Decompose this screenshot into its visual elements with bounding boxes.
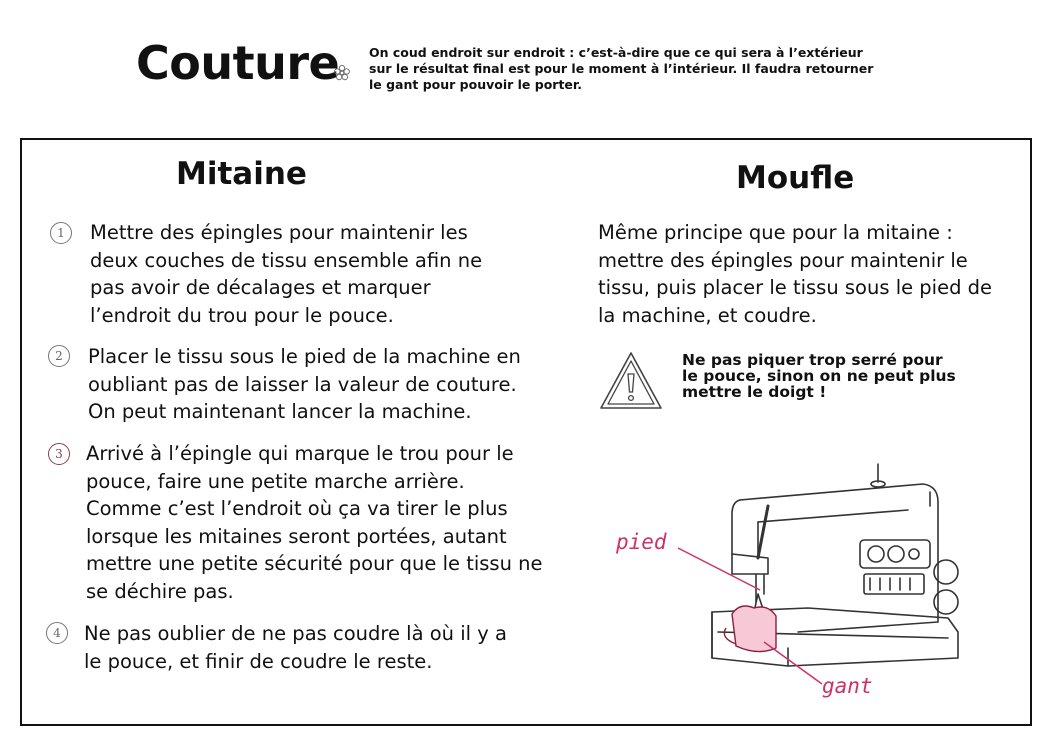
step-line: lorsque les mitaines seront portées, autant	[86, 524, 507, 548]
step-line: se déchire pas.	[86, 579, 234, 603]
step-line: Arrivé à l’épingle qui marque le trou pour le	[86, 442, 514, 465]
moufle-line: Même principe que pour la mitaine :	[598, 221, 953, 244]
step-line: Ne pas oublier de ne pas coudre là où il y a	[84, 622, 507, 645]
warning-line: Ne pas piquer trop serré pour	[682, 351, 943, 369]
step-line: le pouce, et finir de coudre le reste.	[84, 649, 433, 673]
moufle-line: la machine, et coudre.	[598, 303, 817, 327]
step-line: On peut maintenant lancer la machine.	[88, 400, 472, 423]
page-title: Couture	[136, 36, 340, 90]
warning-text	[682, 352, 1002, 400]
moufle-text	[598, 219, 1023, 329]
label-pied: pied	[616, 530, 667, 554]
step-4-text	[84, 620, 507, 675]
step-line: deux couches de tissu ensemble afin ne	[90, 248, 483, 272]
step-line: Mettre des épingles pour maintenir les	[90, 221, 468, 244]
step-line: pouce, faire une petite marche arrière.	[86, 469, 465, 493]
moufle-title: Moufle	[736, 160, 855, 196]
sewing-machine-illustration	[608, 462, 968, 724]
step-1-text	[90, 219, 482, 329]
moufle-line: tissu, puis placer le tissu sous le pied de	[598, 276, 993, 299]
label-gant: gant	[822, 674, 873, 698]
step-line: pas avoir de décalages et marquer	[90, 276, 431, 299]
step-number-icon: 2	[48, 345, 70, 367]
mitaine-title: Mitaine	[176, 156, 307, 192]
intro-line: le gant pour pouvoir le porter.	[369, 77, 583, 92]
moufle-line: mettre des épingles pour maintenir le	[598, 248, 968, 272]
step-number-icon: 3	[48, 443, 70, 465]
flower-icon	[333, 64, 351, 82]
warning-line: mettre le doigt !	[682, 383, 827, 401]
step-line: Comme c’est l’endroit où ça va tirer le plus	[86, 497, 508, 520]
warning-icon	[598, 350, 664, 412]
step-line: Placer le tissu sous le pied de la machine en	[88, 345, 521, 368]
warning-line: le pouce, sinon on ne peut plus	[682, 367, 956, 385]
step-line: l’endroit du trou pour le pouce.	[90, 303, 394, 327]
step-3-text	[86, 440, 543, 605]
step-2-text	[88, 343, 521, 426]
intro-line: sur le résultat final est pour le moment à l’intérieur. Il faudra retourner	[369, 61, 874, 76]
step-number-icon: 4	[46, 622, 68, 644]
intro-line: On coud endroit sur endroit : c’est-à-dire que ce qui sera à l’extérieur	[369, 45, 863, 60]
intro-text	[369, 45, 929, 93]
step-number-icon: 1	[50, 222, 72, 244]
step-line: mettre une petite sécurité pour que le tissu ne	[86, 552, 543, 575]
step-line: oubliant pas de laisser la valeur de couture.	[88, 372, 517, 396]
